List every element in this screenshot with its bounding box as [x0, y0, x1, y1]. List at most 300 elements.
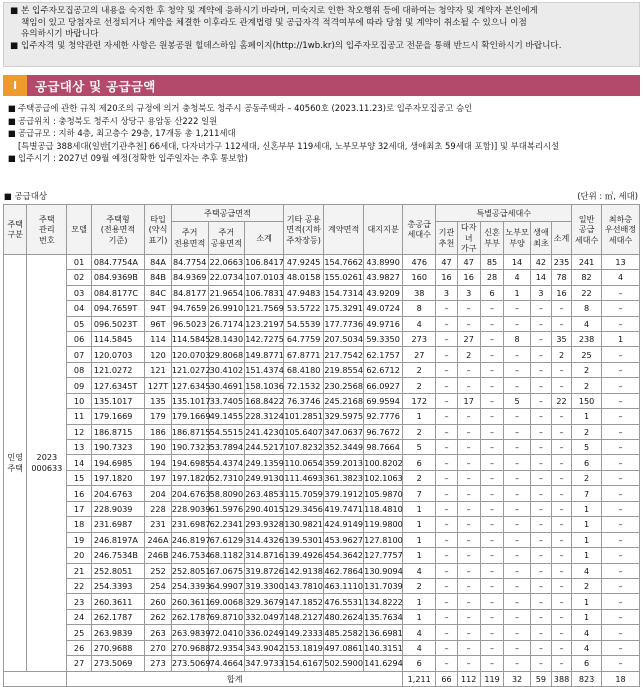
cell-total-supply: 4 [403, 625, 436, 640]
cell-house-type: 204.6763 [91, 486, 144, 501]
cell-sp-parents: – [504, 594, 531, 609]
cell-exclusive-area: 270.9688 [171, 640, 208, 655]
cell-lowest-floor: – [602, 347, 640, 362]
cell-sp-first-time: – [530, 609, 551, 624]
cell-model: 02 [67, 270, 91, 285]
cell-type-short: 246B [145, 548, 172, 563]
cell-other-common: 154.6167 [284, 656, 324, 671]
cell-sp-first-time: – [530, 393, 551, 408]
cell-other-common: 148.2127 [284, 609, 324, 624]
cell-model: 05 [67, 316, 91, 331]
cell-sp-first-time: – [530, 409, 551, 424]
cell-house-type: 096.5023T [91, 316, 144, 331]
header-contract-area: 계약면적 [324, 205, 364, 255]
cell-general-supply: 1 [572, 501, 602, 516]
cell-sp-newlywed: – [480, 362, 503, 377]
cell-sp-subtotal: – [552, 563, 572, 578]
cell-sp-agency: – [436, 301, 457, 316]
cell-contract-area: 175.3291 [324, 301, 364, 316]
cell-contract-area: 230.2568 [324, 378, 364, 393]
cell-general-supply: 25 [572, 347, 602, 362]
cell-sp-subtotal: – [552, 548, 572, 563]
cell-common-area: 72.0410 [208, 625, 245, 640]
table-row [4, 347, 640, 362]
cell-exclusive-area: 179.1669 [171, 409, 208, 424]
cell-sp-parents: – [504, 440, 531, 455]
table-unit: (단위 : ㎡, 세대) [577, 191, 638, 201]
cell-model: 06 [67, 331, 91, 346]
cell-sp-subtotal: – [552, 532, 572, 547]
cell-sp-subtotal: 16 [552, 285, 572, 300]
header-common-area: 주거 공용면적 [208, 222, 245, 255]
cell-sp-first-time: 14 [530, 270, 551, 285]
cell-sp-parents: 14 [504, 254, 531, 269]
cell-sp-first-time: – [530, 424, 551, 439]
cell-common-area: 29.8068 [208, 347, 245, 362]
cell-sp-first-time: – [530, 625, 551, 640]
cell-contract-area: 497.0861 [324, 640, 364, 655]
cell-area-subtotal: 319.3300 [245, 578, 284, 593]
cell-common-area: 58.8090 [208, 486, 245, 501]
header-type-short: 타입 (약식 표기) [145, 205, 172, 255]
cell-area-subtotal: 244.5217 [245, 440, 284, 455]
cell-other-common: 105.6407 [284, 424, 324, 439]
info-bullet: ■ [8, 115, 16, 126]
cell-house-type: 190.7323 [91, 440, 144, 455]
cell-sp-first-time: – [530, 501, 551, 516]
table-row [4, 517, 640, 532]
cell-exclusive-area: 254.3393 [171, 578, 208, 593]
cell-exclusive-area: 262.1787 [171, 609, 208, 624]
cell-general-supply: 150 [572, 393, 602, 408]
cell-exclusive-area: 121.0272 [171, 362, 208, 377]
cell-sp-agency: – [436, 578, 457, 593]
cell-area-subtotal: 290.4015 [245, 501, 284, 516]
cell-type-short: 179 [145, 409, 172, 424]
table-row [4, 409, 640, 424]
cell-sp-multichild: – [457, 578, 480, 593]
cell-other-common: 149.2333 [284, 625, 324, 640]
cell-contract-area: 463.1110 [324, 578, 364, 593]
cell-model: 13 [67, 440, 91, 455]
cell-sp-parents: – [504, 578, 531, 593]
cell-model: 19 [67, 532, 91, 547]
table-row [4, 578, 640, 593]
cell-area-subtotal: 314.4326 [245, 532, 284, 547]
cell-sp-agency: – [436, 640, 457, 655]
cell-contract-area: 361.3823 [324, 470, 364, 485]
notice-line-1-cont2: 유의하시기 바랍니다 [21, 29, 99, 39]
table-row [4, 440, 640, 455]
cell-sp-agency: – [436, 486, 457, 501]
cell-sp-parents: 4 [504, 270, 531, 285]
cell-general-supply: 238 [572, 331, 602, 346]
cell-type-short: 204 [145, 486, 172, 501]
cell-other-common: 153.1819 [284, 640, 324, 655]
cell-sp-newlywed: 6 [480, 285, 503, 300]
cell-other-common: 47.9483 [284, 285, 324, 300]
cell-sp-agency: – [436, 409, 457, 424]
total-blank [4, 671, 67, 686]
table-row [4, 455, 640, 470]
table-row [4, 640, 640, 655]
cell-sp-parents: – [504, 486, 531, 501]
cell-sp-agency: – [436, 455, 457, 470]
cell-other-common: 53.5722 [284, 301, 324, 316]
cell-common-area: 28.1430 [208, 331, 245, 346]
cell-lowest-floor: – [602, 409, 640, 424]
cell-lowest-floor: 13 [602, 254, 640, 269]
cell-total-supply: 4 [403, 640, 436, 655]
cell-sp-agency: – [436, 609, 457, 624]
cell-lowest-floor: – [602, 362, 640, 377]
cell-sp-multichild: – [457, 455, 480, 470]
header-other-common: 기타 공용 면적(지하 주차장등) [284, 205, 324, 255]
cell-sp-multichild: – [457, 470, 480, 485]
cell-model: 11 [67, 409, 91, 424]
cell-contract-area: 155.0261 [324, 270, 364, 285]
cell-general-supply: 82 [572, 270, 602, 285]
header-total-supply: 총공급 세대수 [403, 205, 436, 255]
cell-contract-area: 245.2168 [324, 393, 364, 408]
cell-common-area: 64.9907 [208, 578, 245, 593]
cell-total-supply: 2 [403, 470, 436, 485]
cell-sp-first-time: 42 [530, 254, 551, 269]
cell-type-short: 84C [145, 285, 172, 300]
cell-contract-area: 502.5900 [324, 656, 364, 671]
notice-bullet: ■ [10, 40, 19, 51]
cell-sp-parents: – [504, 501, 531, 516]
cell-contract-area: 207.5034 [324, 331, 364, 346]
cell-sp-multichild: 2 [457, 347, 480, 362]
table-row [4, 254, 640, 269]
notice-box [3, 2, 640, 67]
cell-sp-multichild: – [457, 640, 480, 655]
cell-area-subtotal: 107.0103 [245, 270, 284, 285]
cell-model: 25 [67, 625, 91, 640]
cell-sp-newlywed: – [480, 440, 503, 455]
cell-general-supply: 1 [572, 517, 602, 532]
cell-exclusive-area: 204.6763 [171, 486, 208, 501]
cell-land-share: 136.6981 [364, 625, 403, 640]
cell-sp-subtotal: – [552, 424, 572, 439]
cell-house-type: 254.3393 [91, 578, 144, 593]
cell-contract-area: 177.7736 [324, 316, 364, 331]
cell-sp-first-time: – [530, 316, 551, 331]
cell-contract-area: 454.3642 [324, 548, 364, 563]
cell-other-common: 64.7759 [284, 331, 324, 346]
cell-sp-parents: – [504, 409, 531, 424]
cell-sp-first-time: – [530, 362, 551, 377]
cell-sp-newlywed: – [480, 563, 503, 578]
cell-land-share: 43.8990 [364, 254, 403, 269]
cell-sp-newlywed: – [480, 656, 503, 671]
cell-type-short: 121 [145, 362, 172, 377]
cell-sp-multichild: – [457, 501, 480, 516]
cell-house-type: 246.8197A [91, 532, 144, 547]
cell-sp-subtotal: – [552, 501, 572, 516]
header-area-subtotal: 소계 [245, 222, 284, 255]
cell-sp-parents: – [504, 424, 531, 439]
cell-sp-subtotal: – [552, 316, 572, 331]
cell-house-type: 179.1669 [91, 409, 144, 424]
cell-model: 24 [67, 609, 91, 624]
cell-sp-agency: – [436, 470, 457, 485]
total-sp-first-time: 59 [530, 671, 551, 686]
cell-sp-agency: – [436, 424, 457, 439]
cell-sp-newlywed: – [480, 486, 503, 501]
cell-house-type: 260.3611 [91, 594, 144, 609]
cell-type-short: 228 [145, 501, 172, 516]
cell-area-subtotal: 106.8417 [245, 254, 284, 269]
supply-info [8, 102, 638, 165]
cell-total-supply: 4 [403, 316, 436, 331]
cell-lowest-floor: – [602, 517, 640, 532]
cell-sp-agency: – [436, 393, 457, 408]
cell-lowest-floor: – [602, 470, 640, 485]
cell-lowest-floor: 4 [602, 270, 640, 285]
table-row [4, 378, 640, 393]
cell-general-supply: 2 [572, 362, 602, 377]
cell-other-common: 72.1532 [284, 378, 324, 393]
cell-contract-area: 453.9627 [324, 532, 364, 547]
cell-total-supply: 1 [403, 594, 436, 609]
cell-exclusive-area: 252.8051 [171, 563, 208, 578]
cell-sp-multichild: – [457, 362, 480, 377]
cell-common-area: 26.9910 [208, 301, 245, 316]
notice-line-2 [10, 41, 633, 53]
cell-sp-newlywed: – [480, 301, 503, 316]
cell-sp-parents: – [504, 532, 531, 547]
cell-land-share: 49.9716 [364, 316, 403, 331]
notice-text: 입주자격 및 청약관련 자세한 사항은 원봉공원 힐데스하임 홈페이지(http://1wb.kr)의 입주자모집공고 전문을 통해 반드시 확인하시기 바랍니다. [21, 40, 562, 51]
cell-other-common: 47.9245 [284, 254, 324, 269]
cell-contract-area: 329.5975 [324, 409, 364, 424]
cell-total-supply: 1 [403, 609, 436, 624]
cell-exclusive-area: 263.9839 [171, 625, 208, 640]
cell-sp-parents: – [504, 347, 531, 362]
cell-exclusive-area: 127.6345 [171, 378, 208, 393]
cell-house-type: 114.5845 [91, 331, 144, 346]
cell-total-supply: 160 [403, 270, 436, 285]
table-row [4, 625, 640, 640]
section-number: I [3, 75, 27, 96]
header-sp-newlywed: 신혼 부부 [480, 222, 503, 255]
cell-sp-subtotal: – [552, 378, 572, 393]
cell-other-common: 139.5301 [284, 532, 324, 547]
cell-model: 26 [67, 640, 91, 655]
cell-model: 12 [67, 424, 91, 439]
cell-house-type: 084.8177C [91, 285, 144, 300]
cell-lowest-floor: – [602, 625, 640, 640]
table-row [4, 285, 640, 300]
cell-sp-subtotal: 2 [552, 347, 572, 362]
header-sp-multichild: 다자녀 가구 [457, 222, 480, 255]
cell-area-subtotal: 123.2197 [245, 316, 284, 331]
cell-sp-first-time: – [530, 440, 551, 455]
cell-total-supply: 7 [403, 486, 436, 501]
cell-sp-parents: – [504, 301, 531, 316]
cell-common-area: 67.6129 [208, 532, 245, 547]
cell-exclusive-area: 186.8715 [171, 424, 208, 439]
cell-sp-multichild: – [457, 548, 480, 563]
cell-other-common: 48.0158 [284, 270, 324, 285]
cell-house-type: 262.1787 [91, 609, 144, 624]
cell-land-share: 98.7664 [364, 440, 403, 455]
cell-area-subtotal: 228.3124 [245, 409, 284, 424]
cell-other-common: 139.4926 [284, 548, 324, 563]
cell-sp-newlywed: – [480, 378, 503, 393]
cell-total-supply: 38 [403, 285, 436, 300]
cell-exclusive-area: 84.9369 [171, 270, 208, 285]
cell-common-area: 22.0663 [208, 254, 245, 269]
cell-lowest-floor: – [602, 609, 640, 624]
header-land-share: 대지지분 [364, 205, 403, 255]
cell-land-share: 105.9870 [364, 486, 403, 501]
total-general-supply: 823 [572, 671, 602, 686]
cell-sp-multichild: – [457, 301, 480, 316]
cell-sp-multichild: – [457, 517, 480, 532]
cell-sp-agency: – [436, 563, 457, 578]
cell-model: 10 [67, 393, 91, 408]
cell-contract-area: 462.7864 [324, 563, 364, 578]
cell-sp-multichild: – [457, 609, 480, 624]
info-text: 입주시기 : 2027년 09월 예정(정확한 입주일자는 추후 통보함) [18, 153, 248, 164]
cell-type-short: 135 [145, 393, 172, 408]
cell-other-common: 54.5539 [284, 316, 324, 331]
cell-common-area: 30.4102 [208, 362, 245, 377]
cell-total-supply: 1 [403, 409, 436, 424]
cell-type-short: 96T [145, 316, 172, 331]
cell-sp-first-time: – [530, 455, 551, 470]
cell-sp-newlywed: – [480, 409, 503, 424]
cell-area-subtotal: 343.9042 [245, 640, 284, 655]
cell-sp-parents: 8 [504, 331, 531, 346]
cell-sp-first-time: – [530, 347, 551, 362]
cell-other-common: 115.7059 [284, 486, 324, 501]
cell-sp-parents: – [504, 517, 531, 532]
cell-sp-agency: – [436, 440, 457, 455]
cell-total-supply: 1 [403, 517, 436, 532]
cell-sp-multichild: – [457, 532, 480, 547]
supply-table [3, 204, 640, 687]
cell-lowest-floor: – [602, 656, 640, 671]
cell-model: 01 [67, 254, 91, 269]
total-sp-parents: 32 [504, 671, 531, 686]
cell-type-short: 127T [145, 378, 172, 393]
cell-lowest-floor: – [602, 532, 640, 547]
cell-sp-first-time: – [530, 470, 551, 485]
house-category-cell: 민영 주택 [4, 254, 27, 671]
cell-common-area: 54.5515 [208, 424, 245, 439]
notice-text: 본 입주자모집공고의 내용을 숙지한 후 청약 및 계약에 응하시기 바라며, 미숙지로 인한 착오행위 등에 대하여는 청약자 및 계약자 본인에게 [21, 6, 538, 16]
cell-total-supply: 27 [403, 347, 436, 362]
info-scale [8, 127, 638, 140]
cell-type-short: 260 [145, 594, 172, 609]
cell-model: 22 [67, 578, 91, 593]
cell-land-share: 135.7634 [364, 609, 403, 624]
cell-lowest-floor: – [602, 501, 640, 516]
cell-general-supply: 5 [572, 440, 602, 455]
cell-sp-newlywed: – [480, 393, 503, 408]
cell-sp-newlywed: – [480, 578, 503, 593]
cell-common-area: 74.4664 [208, 656, 245, 671]
cell-lowest-floor: – [602, 316, 640, 331]
cell-exclusive-area: 135.1017 [171, 393, 208, 408]
cell-general-supply: 1 [572, 548, 602, 563]
cell-general-supply: 6 [572, 656, 602, 671]
cell-sp-first-time: – [530, 548, 551, 563]
cell-sp-newlywed: – [480, 517, 503, 532]
table-row [4, 548, 640, 563]
cell-sp-subtotal: – [552, 470, 572, 485]
cell-sp-first-time: – [530, 656, 551, 671]
cell-land-share: 130.9094 [364, 563, 403, 578]
cell-area-subtotal: 142.7275 [245, 331, 284, 346]
cell-sp-parents: – [504, 316, 531, 331]
cell-general-supply: 22 [572, 285, 602, 300]
cell-common-area: 69.8710 [208, 609, 245, 624]
cell-sp-multichild: – [457, 378, 480, 393]
cell-general-supply: 4 [572, 316, 602, 331]
section-header [3, 75, 640, 96]
cell-exclusive-area: 231.6987 [171, 517, 208, 532]
cell-house-type: 127.6345T [91, 378, 144, 393]
cell-sp-first-time: – [530, 378, 551, 393]
info-move-in [8, 152, 638, 165]
cell-sp-agency: – [436, 347, 457, 362]
table-row [4, 486, 640, 501]
total-sp-subtotal: 388 [552, 671, 572, 686]
total-sp-agency: 66 [436, 671, 457, 686]
cell-model: 20 [67, 548, 91, 563]
table-row [4, 594, 640, 609]
table-row [4, 331, 640, 346]
cell-land-share: 69.9594 [364, 393, 403, 408]
cell-total-supply: 4 [403, 563, 436, 578]
cell-common-area: 53.7894 [208, 440, 245, 455]
cell-land-share: 96.7672 [364, 424, 403, 439]
info-text: 공급위치 : 충청북도 청주시 상당구 용암동 산222 일원 [18, 115, 218, 126]
cell-general-supply: 1 [572, 594, 602, 609]
cell-area-subtotal: 332.0497 [245, 609, 284, 624]
cell-sp-subtotal: 22 [552, 393, 572, 408]
cell-total-supply: 172 [403, 393, 436, 408]
cell-sp-first-time: 3 [530, 285, 551, 300]
cell-sp-agency: – [436, 362, 457, 377]
cell-sp-newlywed: – [480, 424, 503, 439]
cell-house-type: 120.0703 [91, 347, 144, 362]
info-location [8, 115, 638, 128]
cell-land-share: 66.0927 [364, 378, 403, 393]
cell-model: 23 [67, 594, 91, 609]
cell-other-common: 107.8232 [284, 440, 324, 455]
cell-sp-parents: – [504, 609, 531, 624]
cell-contract-area: 424.9149 [324, 517, 364, 532]
cell-general-supply: 1 [572, 409, 602, 424]
cell-model: 27 [67, 656, 91, 671]
cell-total-supply: 1 [403, 532, 436, 547]
cell-lowest-floor: – [602, 563, 640, 578]
cell-type-short: 254 [145, 578, 172, 593]
cell-house-type: 121.0272 [91, 362, 144, 377]
cell-land-share: 43.9209 [364, 285, 403, 300]
cell-common-area: 26.7174 [208, 316, 245, 331]
cell-exclusive-area: 260.3611 [171, 594, 208, 609]
cell-sp-subtotal: – [552, 625, 572, 640]
cell-sp-multichild: 17 [457, 393, 480, 408]
cell-sp-agency: 16 [436, 270, 457, 285]
